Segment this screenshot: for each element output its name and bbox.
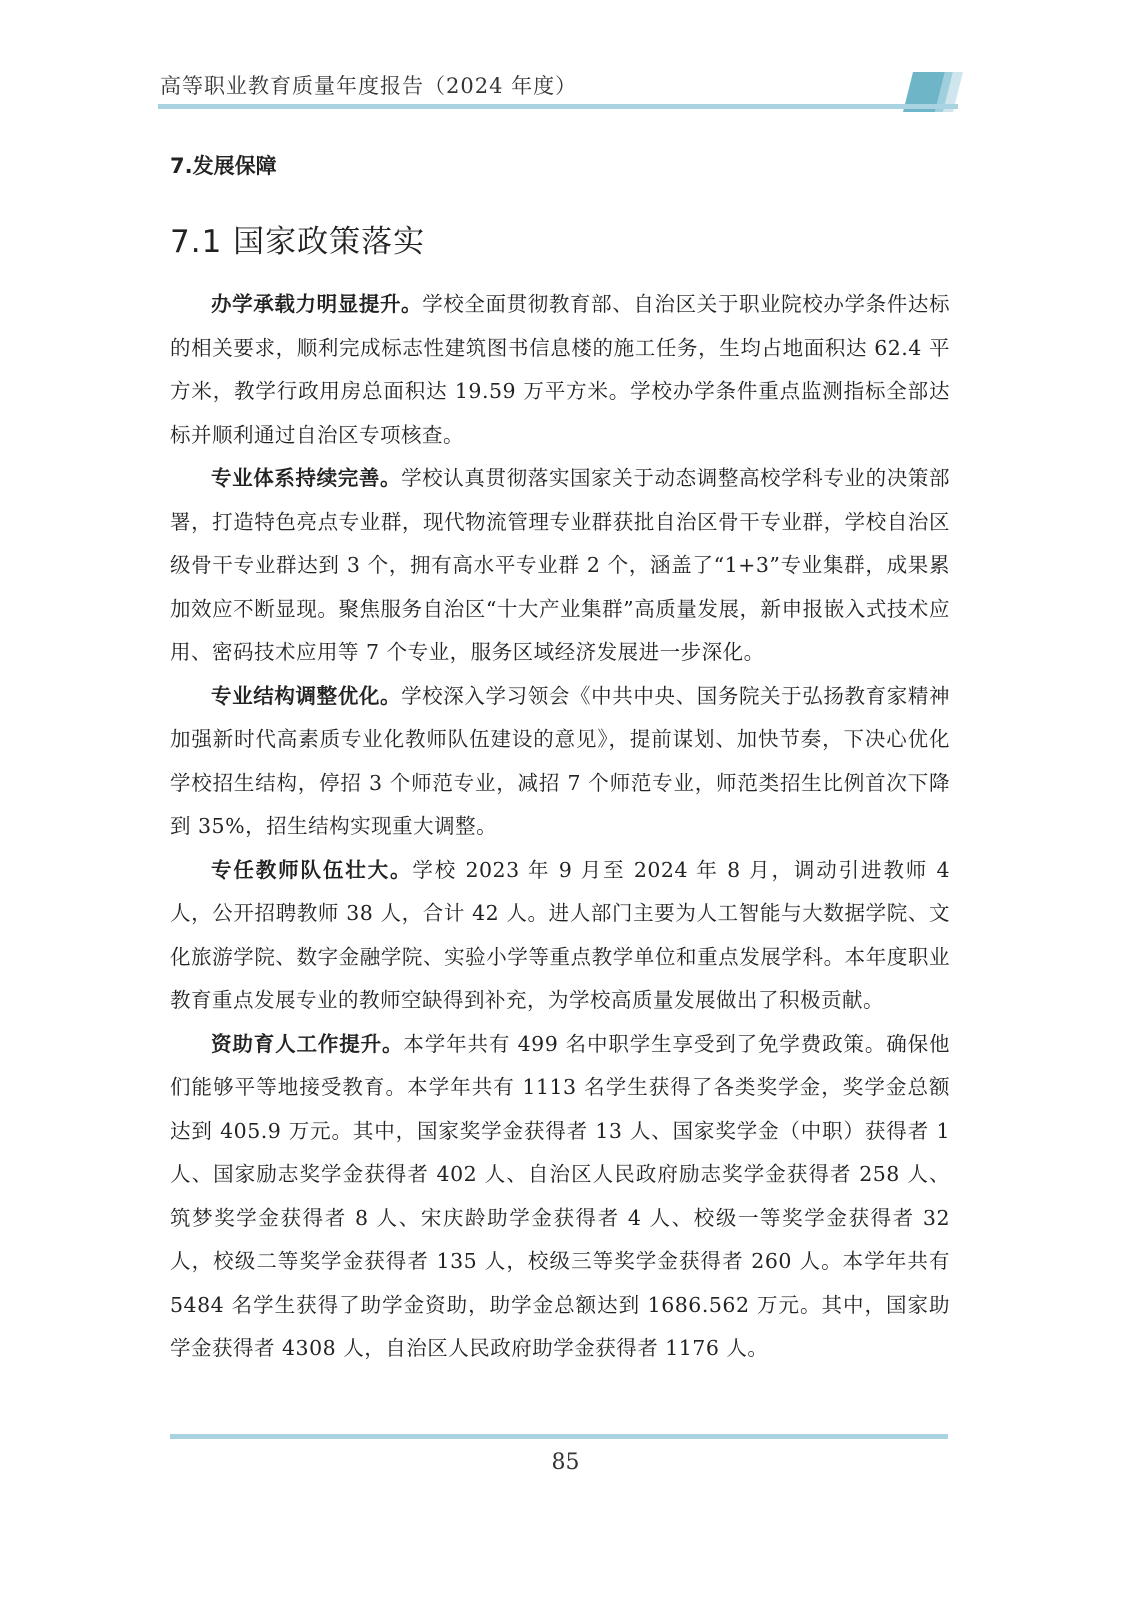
paragraph: [170, 1023, 950, 1371]
paragraph-lead: 办学承载力明显提升。: [211, 292, 423, 316]
paragraph-lead: 专任教师队伍壮大。: [211, 857, 413, 882]
paragraph-lead: 专业结构调整优化。: [211, 683, 402, 708]
chapter-label: 7.发展保障: [170, 154, 277, 178]
section-heading: 7.1 国家政策落实: [170, 224, 426, 260]
paragraph-text: 本学年共有 499 名中职学生享受到了免学费政策。确保他们能够平等地接受教育。本学年共有 1113 名学生获得了各类奖学金，奖学金总额达到 405.9 万元。其中，国家奖学金获得者 13 人、国家奖学金（中职）获得者 1 人、国家励志奖学金获得者 402 人、自治区人民政府励志奖学金获得者 258 人、筑梦奖学金获得者 8 人、宋庆龄助学金获得者 4 人、校级一等奖学金获得者 32 人，校级二等奖学金获得者 135 人，校级三等奖学金获得者 260 人。本学年共有 5484 名学生获得了助学金资助，助学金总额达到 1686.562 万元。其中，国家助学金获得者 4308 人，自治区人民政府助学金获得者 1176 人。: [170, 1031, 951, 1360]
paragraph-text: 学校 2023 年 9 月至 2024 年 8 月，调动引进教师 4 人，公开招聘教师 38 人，合计 42 人。进人部门主要为人工智能与大数据学院、文化旅游学院、数字金融学院、实验小学等重点教学单位和重点发展学科。本年度职业教育重点发展专业的教师空缺得到补充，为学校高质量发展做出了积极贡献。: [170, 857, 950, 1012]
paragraph: [170, 675, 950, 849]
paragraph-lead: 资助育人工作提升。: [211, 1031, 404, 1056]
paragraph: [170, 283, 950, 457]
paragraph-text: 学校认真贯彻落实国家关于动态调整高校学科专业的决策部署，打造特色亮点专业群，现代物流管理专业群获批自治区骨干专业群，学校自治区级骨干专业群达到 3 个，拥有高水平专业群 2 个，涵盖了“1+3”专业集群，成果累加效应不断显现。聚焦服务自治区“十大产业集群”高质量发展，新申报嵌入式技术应用、密码技术应用等 7 个专业，服务区域经济发展进一步深化。: [170, 466, 951, 664]
body-text: [170, 283, 950, 1371]
paragraph-text: 学校全面贯彻教育部、自治区关于职业院校办学条件达标的相关要求，顺利完成标志性建筑图书信息楼的施工任务，生均占地面积达 62.4 平方米，教学行政用房总面积达 19.59 万平方米。学校办学条件重点监测指标全部达标并顺利通过自治区专项核查。: [170, 292, 951, 447]
header-rule: [158, 104, 958, 109]
paragraph: [170, 457, 950, 675]
page-number: 85: [551, 1450, 580, 1475]
paragraph-text: 学校深入学习领会《中共中央、国务院关于弘扬教育家精神 加强新时代高素质专业化教师队伍建设的意见》，提前谋划、加快节奏，下决心优化学校招生结构，停招 3 个师范专业，减招 7 个师范专业，师范类招生比例首次下降到 35%，招生结构实现重大调整。: [170, 683, 951, 838]
paragraph-lead: 专业体系持续完善。: [211, 466, 402, 490]
running-header-title: 高等职业教育质量年度报告（2024 年度）: [160, 74, 578, 98]
footer-rule: [170, 1434, 948, 1439]
paragraph: [170, 849, 950, 1023]
